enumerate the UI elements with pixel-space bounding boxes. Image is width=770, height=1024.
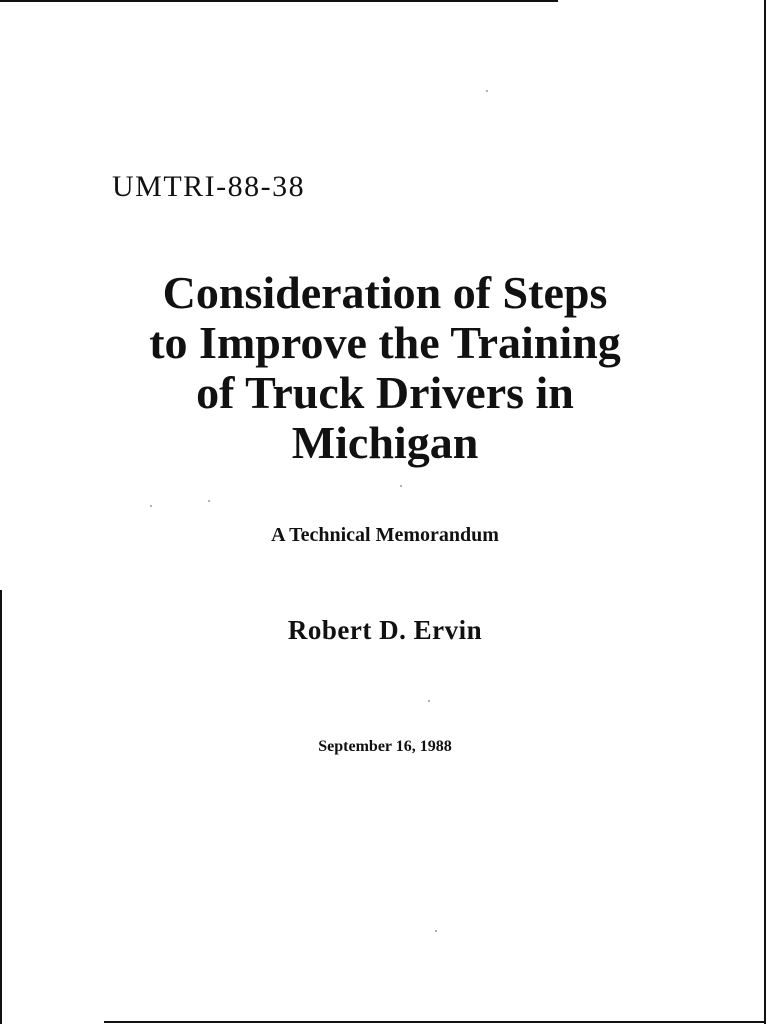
scan-speck	[435, 930, 437, 932]
author-name: Robert D. Ervin	[287, 615, 483, 645]
scan-speck	[400, 485, 402, 487]
report-number: UMTRI-88-38	[112, 170, 306, 203]
title-line: Consideration of Steps	[162, 267, 608, 318]
document-subtitle: A Technical Memorandum	[271, 524, 499, 546]
document-date: September 16, 1988	[318, 738, 452, 755]
scan-speck	[486, 90, 488, 92]
document-title	[100, 268, 670, 468]
scan-edge-right	[764, 0, 766, 1024]
scan-edge-bottom	[104, 1021, 766, 1023]
scan-edge-top	[0, 0, 558, 2]
scan-speck	[150, 505, 152, 507]
scan-speck	[428, 700, 430, 702]
scan-edge-left	[0, 590, 2, 1024]
title-line: to Improve the Training	[149, 317, 621, 368]
scan-speck	[208, 500, 210, 502]
title-line: Michigan	[291, 417, 479, 468]
title-line: of Truck Drivers in	[196, 367, 574, 418]
